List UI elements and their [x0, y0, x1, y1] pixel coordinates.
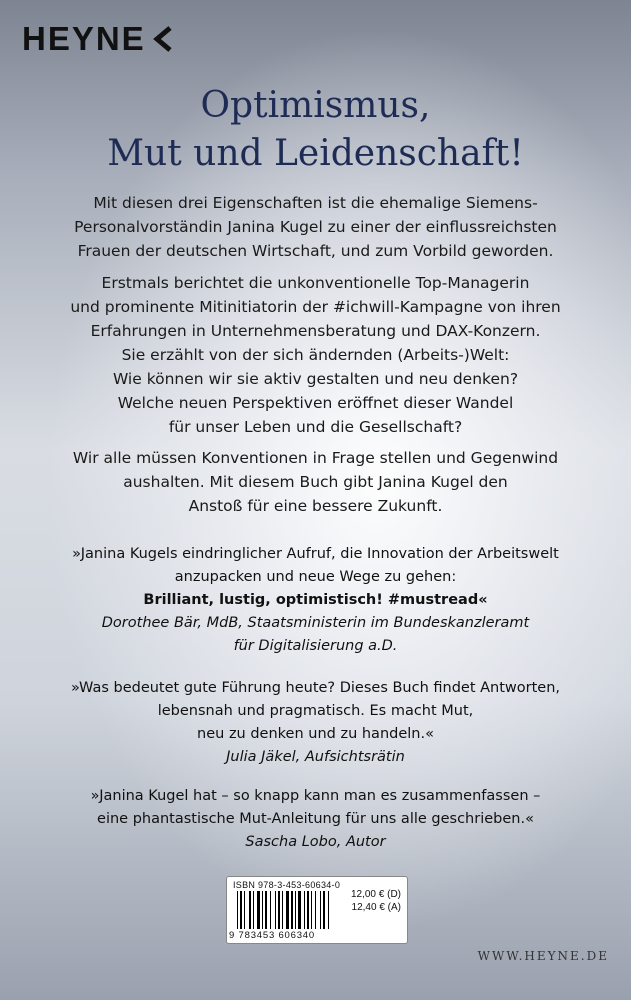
quote-line: »Janina Kugel hat – so knapp kann man es zusammenfassen – [90, 788, 541, 804]
quote-attribution: für Digitalisierung a.D. [233, 638, 398, 654]
barcode-stripe [320, 891, 321, 929]
barcode-stripe [237, 891, 238, 929]
intro-line: Frauen der deutschen Wirtschaft, und zum Vorbild geworden. [77, 242, 554, 260]
body1-line: Erstmals berichtet die unkonventionelle Top-Managerin [101, 274, 530, 292]
isbn-text: ISBN 978-3-453-60634-0 [233, 880, 341, 890]
barcode-stripe [282, 891, 283, 929]
headline [0, 82, 631, 178]
quote-line: eine phantastische Mut-Anleitung für uns alle geschrieben.« [97, 811, 534, 827]
quote-line: lebensnah und pragmatisch. Es macht Mut, [157, 703, 474, 719]
body1-line: und prominente Mitinitiatorin der #ichwill-Kampagne von ihren [70, 298, 561, 316]
quote-line: neu zu denken und zu handeln.« [197, 726, 434, 742]
quote-attribution: Dorothee Bär, MdB, Staatsministerin im Bundeskanzleramt [101, 615, 530, 631]
body-paragraph-1 [0, 271, 631, 439]
barcode-stripe [262, 891, 263, 929]
intro-line: Mit diesen drei Eigenschaften ist die ehemalige Siemens- [93, 194, 538, 212]
body2-line: Wir alle müssen Konventionen in Frage stellen und Gegenwind [72, 449, 559, 467]
publisher-name: HEYNE [22, 20, 146, 57]
barcode-stripe [257, 891, 260, 929]
barcode-stripe [270, 891, 271, 929]
body1-line: Welche neuen Perspektiven eröffnet dieser Wandel [117, 394, 514, 412]
barcode-stripe [265, 891, 267, 929]
body1-line: für unser Leben und die Gesellschaft? [168, 418, 463, 436]
intro-paragraph [0, 191, 631, 263]
intro-line: Personalvorständin Janina Kugel zu einer der einflussreichsten [74, 218, 557, 236]
headline-line: Mut und Leidenschaft! [107, 133, 524, 174]
barcode-digits: 9 783453 606340 [229, 930, 315, 941]
barcode-stripe [278, 891, 280, 929]
barcode-stripe [240, 891, 242, 929]
barcode-stripe [291, 891, 293, 929]
barcode-stripe [295, 891, 296, 929]
price-de: 12,00 € (D) [350, 889, 401, 900]
barcode-stripe [249, 891, 251, 929]
barcode-stripe [307, 891, 309, 929]
barcode-icon [237, 891, 339, 931]
website-url[interactable]: WWW.HEYNE.DE [477, 949, 609, 963]
publisher-logo [22, 20, 174, 58]
quote-attribution: Julia Jäkel, Aufsichtsrätin [226, 749, 405, 765]
review-quote-2 [0, 677, 631, 769]
barcode-stripe [244, 891, 245, 929]
body1-line: Erfahrungen in Unternehmensberatung und DAX-Konzern. [90, 322, 541, 340]
body1-line: Sie erzählt von der sich ändernden (Arbeits-)Welt: [121, 346, 510, 364]
body-paragraph-2 [0, 446, 631, 518]
price-at: 12,40 € (A) [351, 902, 401, 913]
barcode-box [226, 876, 408, 944]
body1-line: Wie können wir sie aktiv gestalten und neu denken? [112, 370, 519, 388]
body2-line: aushalten. Mit diesem Buch gibt Janina Kugel den [123, 473, 508, 491]
body2-line: Anstoß für eine bessere Zukunft. [188, 497, 443, 515]
barcode-stripe [298, 891, 301, 929]
barcode-stripe [253, 891, 254, 929]
barcode-stripe [311, 891, 312, 929]
barcode-stripe [315, 891, 316, 929]
quote-highlight: Brilliant, lustig, optimistisch! #mustread« [143, 592, 488, 608]
headline-line: Optimismus, [200, 85, 431, 126]
quote-line: anzupacken und neue Wege zu gehen: [174, 569, 457, 585]
barcode-stripe [304, 891, 305, 929]
quote-line: »Was bedeutet gute Führung heute? Dieses Buch findet Antworten, [70, 680, 561, 696]
barcode-stripe [328, 891, 329, 929]
barcode-stripe [286, 891, 289, 929]
review-quote-1 [0, 543, 631, 658]
review-quote-3 [0, 785, 631, 854]
barcode-stripe [275, 891, 276, 929]
barcode-stripe [323, 891, 325, 929]
quote-attribution: Sascha Lobo, Autor [245, 834, 386, 850]
quote-line: »Janina Kugels eindringlicher Aufruf, die Innovation der Arbeitswelt [72, 546, 559, 562]
chevron-left-icon [152, 26, 174, 52]
